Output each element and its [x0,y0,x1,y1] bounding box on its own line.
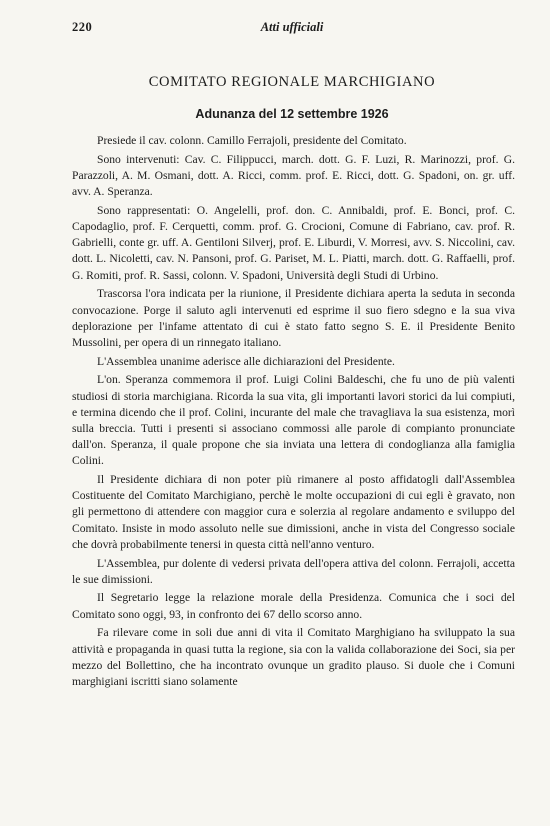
paragraph-activity: Fa rilevare come in soli due anni di vita il Comitato Marghigiano ha sviluppato la sua attività e propaganda in quasi tutta la regione, sia con la valida collaborazione dei Soci, sia per mezzo del Bollettino, che ha incontrato ovunque un gradito plauso. Si duole che i Comuni marghigiani iscritti siano solamente [72,626,515,688]
paragraph-secretary-report: Il Segretario legge la relazione morale della Presidenza. Comunica che i soci del Comitato sono oggi, 93, in confronto dei 67 dello scorso anno. [72,591,515,621]
paragraph-represented: Sono rappresentati: O. Angelelli, prof. don. C. Annibaldi, prof. E. Bonci, prof. C. Capodaglio, prof. F. Cerquetti, comm. prof. G. Crocioni, Comune di Fabriano, cav. prof. R. Gabrielli, conte gr. uff. A. Gentiloni Silverj, prof. E. Liburdi, V. Morresi, avv. S. Niccolini, cav. dott. L. Nicoletti, cav. N. Pansoni, prof. G. Pariset, M. L. Piatti, march. dott. G. Raffaelli, prof. G. Romiti, prof. R. Sassi, colonn. V. Spadoni, Università degli Studi di Urbino. [72,203,515,282]
paragraph-resignation-accepted: L'Assemblea, pur dolente di vedersi privata dell'opera attiva del colonn. Ferrajoli, accetta le sue dimissioni. [72,556,515,586]
document-body [72,133,515,693]
page-header [72,20,512,40]
paragraph-opening: Trascorsa l'ora indicata per la riunione, il Presidente dichiara aperta la seduta in seconda convocazione. Porge il saluto agli intervenuti ed esprime il suo fiero sdegno e la sua viva deplorazione per l'infame attentato di cui è stato fatto segno S. E. il Presidente Benito Mussolini, per opera di un rinnegato italiano. [72,287,515,349]
section-title: COMITATO REGIONALE MARCHIGIANO [148,74,436,90]
page-number: 220 [72,20,93,34]
meeting-date-heading: Adunanza del 12 settembre 1926 [195,107,389,121]
paragraph-commemoration: L'on. Speranza commemora il prof. Luigi Colini Baldeschi, che fu uno de più valenti studiosi di storia marchigiana. Ricorda la sua vita, gli importanti lavori storici da lui compiuti, e termina dicendo che il prof. Colini, incurante del male che travagliava la sua esistenza, morì sulla breccia. Tutti i presenti si associano commossi alle parole di compianto pronunciate dall'on. Speranza, il quale propone che sia inviata una lettera di condoglianza alla famiglia Colini. [72,373,515,468]
paragraph-president-resigns: Il Presidente dichiara di non poter più rimanere al posto affidatogli dall'Assemblea Costituente del Comitato Marchigiano, perchè le molte occupazioni di cui egli è gravato, non gli permettono di attendere con maggior cura e solerzia al regolare andamento e sviluppo del Comitato. Insiste in modo assoluto nelle sue dimissioni, anche in vista del Congresso sociale che dovrà probabilmente tenersi in questa città nell'anno venturo. [72,473,515,551]
paragraph-chair: Presiede il cav. colonn. Camillo Ferrajoli, presidente del Comitato. [97,134,407,147]
paragraph-assembly-adheres: L'Assemblea unanime aderisce alle dichiarazioni del Presidente. [97,354,395,368]
paragraph-attendees: Sono intervenuti: Cav. C. Filippucci, march. dott. G. F. Luzi, R. Marinozzi, prof. G. Parazzoli, A. M. Osmani, dott. A. Ricci, comm. prof. E. Ricci, dott. G. Spadoni, on. gr. uff. avv. A. Speranza. [72,152,515,199]
running-title: Atti ufficiali [260,20,324,34]
